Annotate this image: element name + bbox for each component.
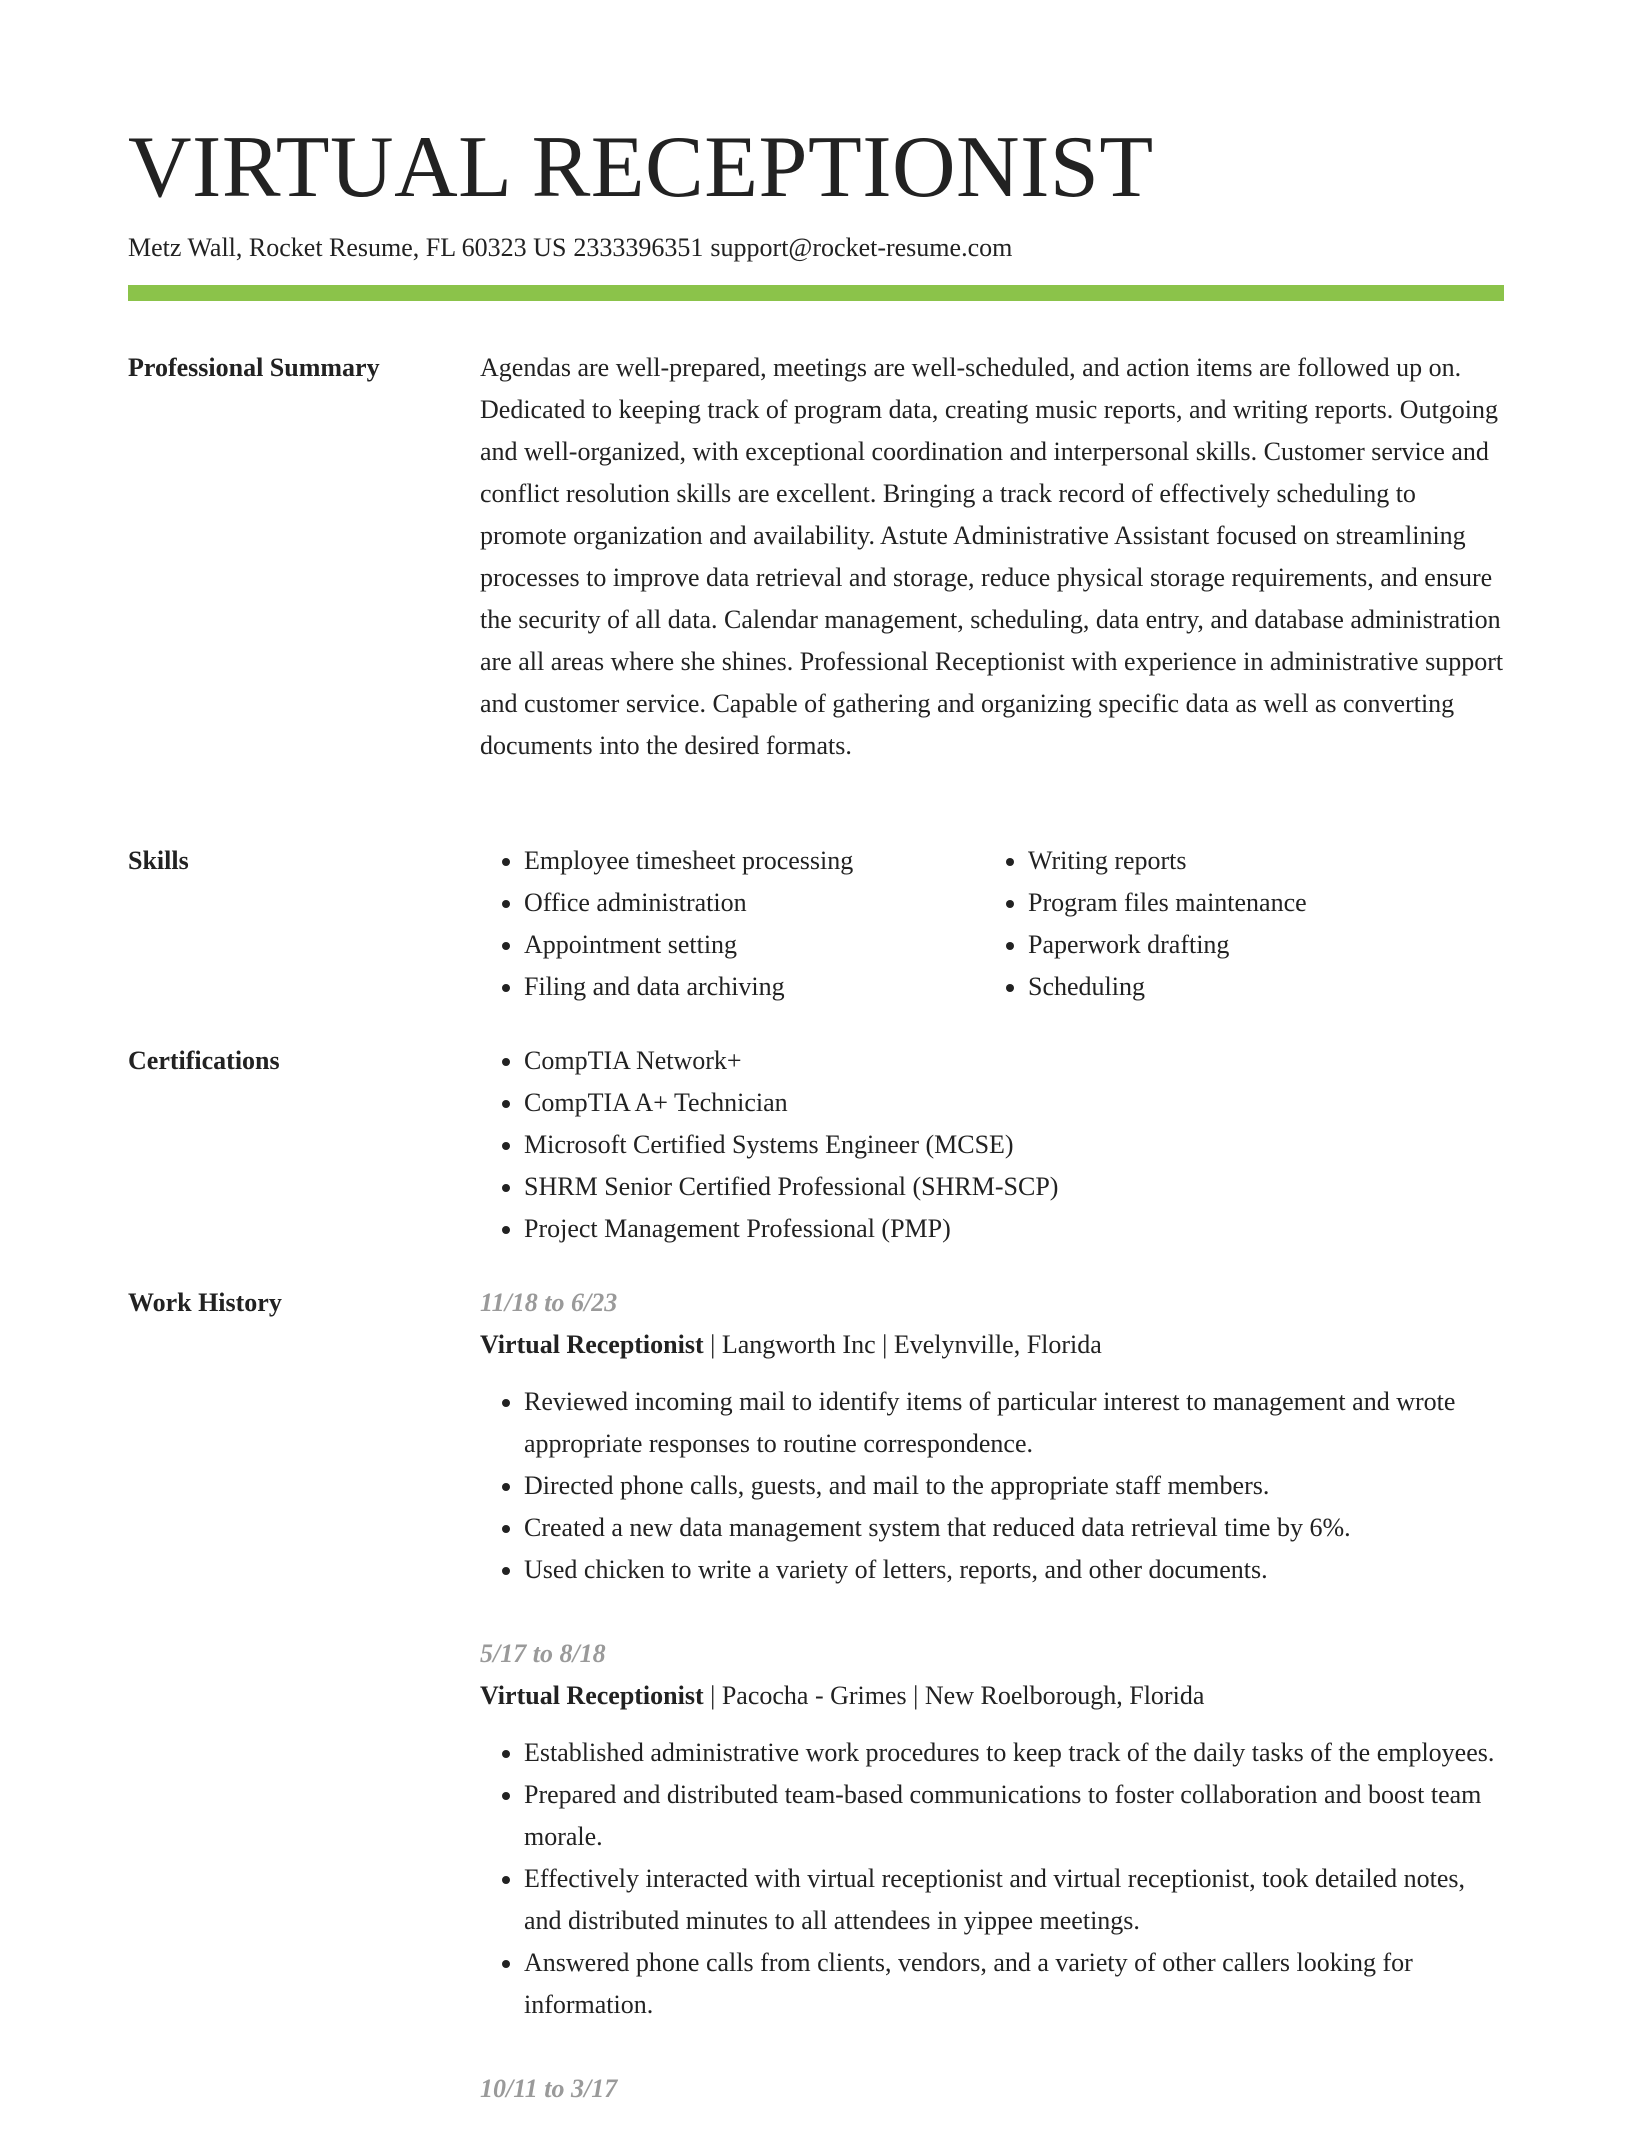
certification-item: • CompTIA A+ Technician xyxy=(524,1082,1504,1124)
contact-line xyxy=(128,230,1019,266)
certification-item: • Microsoft Certified Systems Engineer (MCSE) xyxy=(524,1124,1504,1166)
skill-item: • Program files maintenance xyxy=(1028,882,1488,924)
contact-phone: 2333396351 xyxy=(573,233,704,262)
resume-title: VIRTUAL RECEPTIONIST xyxy=(128,119,1154,216)
job-entry xyxy=(480,2068,1504,2110)
job-title: Virtual Receptionist xyxy=(480,1681,704,1710)
job-dates: 5/17 to 8/18 xyxy=(480,1639,606,1668)
certifications-list xyxy=(480,1040,1504,1250)
skill-item: • Writing reports xyxy=(1028,840,1488,882)
skills-list xyxy=(480,840,1504,1008)
contact-email: support@rocket-resume.com xyxy=(710,233,1013,262)
job-dates: 10/11 to 3/17 xyxy=(480,2074,618,2103)
skills-column-2 xyxy=(984,840,1488,1008)
job-bullet: • Answered phone calls from clients, vendors, and a variety of other callers looking for information. xyxy=(524,1942,1504,2026)
certifications-label: Certifications xyxy=(128,1046,280,1075)
skill-item: • Office administration xyxy=(524,882,984,924)
job-title: Virtual Receptionist xyxy=(480,1330,704,1359)
certification-item: • CompTIA Network+ xyxy=(524,1040,1504,1082)
job-bullets xyxy=(480,1732,1504,2026)
job-bullet: • Directed phone calls, guests, and mail to the appropriate staff members. xyxy=(524,1465,1504,1507)
job-bullet: • Created a new data management system that reduced data retrieval time by 6%. xyxy=(524,1507,1504,1549)
job-bullets xyxy=(480,1381,1504,1591)
work-history-list xyxy=(480,1282,1504,2152)
contact-address: Metz Wall, Rocket Resume, FL 60323 US xyxy=(128,233,567,262)
job-dates: 11/18 to 6/23 xyxy=(480,1288,618,1317)
certification-item: • SHRM Senior Certified Professional (SHRM-SCP) xyxy=(524,1166,1504,1208)
skill-item: • Appointment setting xyxy=(524,924,984,966)
job-heading: Virtual Receptionist | Langworth Inc | Evelynville, Florida xyxy=(480,1330,1102,1359)
header-divider xyxy=(128,285,1504,301)
job-bullet: • Used chicken to write a variety of letters, reports, and other documents. xyxy=(524,1549,1504,1591)
skill-item: • Scheduling xyxy=(1028,966,1488,1008)
certification-item: • Project Management Professional (PMP) xyxy=(524,1208,1504,1250)
summary-text: Agendas are well-prepared, meetings are well-scheduled, and action items are followed up on. Dedicated to keeping track of program data, creating music reports, and writing reports. Outgoing and well-organized, with exceptional coordination and interpersonal skills. Customer service and conflict resolution skills are excellent. Bringing a track record of effectively scheduling to promote organization and availability. Astute Administrative Assistant focused on streamlining processes to improve data retrieval and storage, reduce physical storage requirements, and ensure the security of all data. Calendar management, scheduling, data entry, and database administration are all areas where she shines. Professional Receptionist with experience in administrative support and customer service. Capable of gathering and organizing specific data as well as converting documents into the desired formats. xyxy=(480,353,1504,760)
job-bullet: • Established administrative work procedures to keep track of the daily tasks of the employees. xyxy=(524,1732,1504,1774)
summary-label: Professional Summary xyxy=(128,353,380,382)
job-bullet: • Effectively interacted with virtual receptionist and virtual receptionist, took detailed notes, and distributed minutes to all attendees in yippee meetings. xyxy=(524,1858,1504,1942)
skills-label: Skills xyxy=(128,846,189,875)
job-heading: Virtual Receptionist | Pacocha - Grimes | New Roelborough, Florida xyxy=(480,1681,1205,1710)
job-location: Evelynville, Florida xyxy=(893,1330,1102,1359)
job-bullet: • Reviewed incoming mail to identify items of particular interest to management and wrote appropriate responses to routine correspondence. xyxy=(524,1381,1504,1465)
job-company: Pacocha - Grimes xyxy=(721,1681,907,1710)
job-entry xyxy=(480,1282,1504,1591)
skill-item: • Filing and data archiving xyxy=(524,966,984,1008)
skill-item: • Employee timesheet processing xyxy=(524,840,984,882)
job-company: Langworth Inc xyxy=(721,1330,876,1359)
skill-item: • Paperwork drafting xyxy=(1028,924,1488,966)
skills-column-1 xyxy=(480,840,984,1008)
job-entry xyxy=(480,1633,1504,2026)
work-history-label: Work History xyxy=(128,1288,282,1317)
job-bullet: • Prepared and distributed team-based communications to foster collaboration and boost team morale. xyxy=(524,1774,1504,1858)
job-location: New Roelborough, Florida xyxy=(924,1681,1205,1710)
